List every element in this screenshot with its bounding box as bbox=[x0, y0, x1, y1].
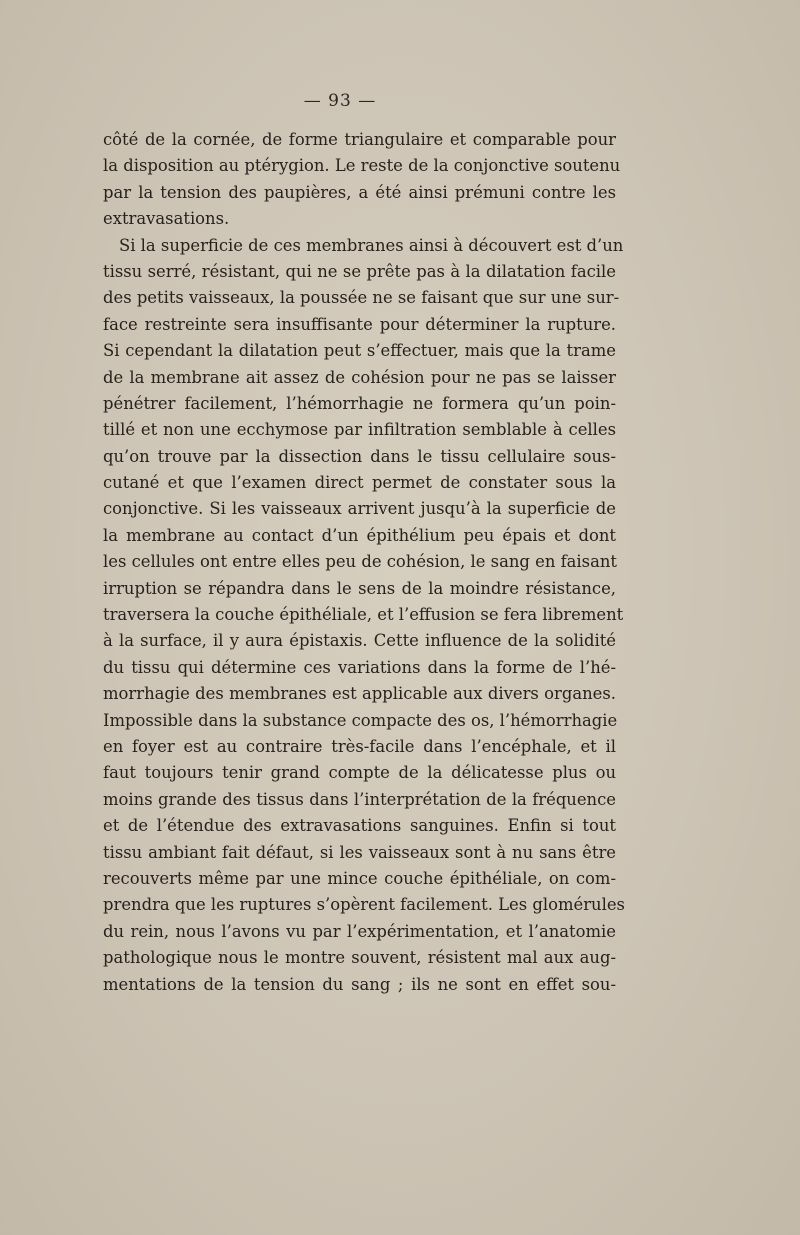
text-line: recouverts même par une mince couche épithéliale, on com- bbox=[103, 868, 616, 888]
text-line: prendra que les ruptures s’opèrent facilement. Les glomérules bbox=[103, 895, 625, 915]
body-text bbox=[103, 127, 625, 998]
text-line: des petits vaisseaux, la poussée ne se faisant que sur une sur- bbox=[103, 288, 620, 308]
page-number: — 93 — bbox=[303, 91, 377, 111]
text-line: morrhagie des membranes est applicable aux divers organes. bbox=[103, 684, 616, 704]
text-line: Si cependant la dilatation peut s’effectuer, mais que la trame bbox=[103, 341, 616, 361]
text-line: du tissu qui détermine ces variations dans la forme de l’hé- bbox=[103, 657, 616, 677]
text-line: par la tension des paupières, a été ainsi prémuni contre les bbox=[103, 182, 616, 202]
text-line: Si la superficie de ces membranes ainsi à découvert est d’un bbox=[119, 235, 624, 255]
text-line: tissu serré, résistant, qui ne se prête pas à la dilatation facile bbox=[103, 261, 616, 281]
text-line: extravasations. bbox=[103, 209, 230, 229]
text-line: côté de la cornée, de forme triangulaire et comparable pour bbox=[103, 130, 616, 149]
text-line: qu’on trouve par la dissection dans le tissu cellulaire sous- bbox=[103, 446, 616, 466]
text-line: cutané et que l’examen direct permet de constater sous la bbox=[103, 473, 616, 493]
text-line: faut toujours tenir grand compte de la délicatesse plus ou bbox=[103, 763, 616, 783]
text-line: tissu ambiant fait défaut, si les vaisseaux sont à nu sans être bbox=[103, 842, 616, 862]
text-line: et de l’étendue des extravasations sanguines. Enfin si tout bbox=[103, 816, 616, 836]
text-line: conjonctive. Si les vaisseaux arrivent jusqu’à la superficie de bbox=[103, 499, 616, 519]
text-line: à la surface, il y aura épistaxis. Cette influence de la solidité bbox=[103, 631, 616, 651]
text-line: la membrane au contact d’un épithélium peu épais et dont bbox=[103, 525, 616, 545]
text-line: moins grande des tissus dans l’interprétation de la fréquence bbox=[103, 789, 616, 809]
text-line: les cellules ont entre elles peu de cohésion, le sang en faisant bbox=[103, 552, 617, 572]
text-line: mentations de la tension du sang ; ils ne sont en effet sou- bbox=[103, 974, 616, 994]
text-line: irruption se répandra dans le sens de la moindre résistance, bbox=[103, 578, 616, 598]
text-line: du rein, nous l’avons vu par l’expérimentation, et l’anatomie bbox=[103, 921, 616, 941]
text-line: face restreinte sera insuffisante pour déterminer la rupture. bbox=[103, 314, 616, 334]
text-line: la disposition au ptérygion. Le reste de la conjonctive soutenu bbox=[103, 156, 621, 176]
text-line: traversera la couche épithéliale, et l’effusion se fera librement bbox=[103, 605, 624, 625]
text-line: pathologique nous le montre souvent, résistent mal aux aug- bbox=[103, 948, 616, 968]
text-line: tillé et non une ecchymose par infiltration semblable à celles bbox=[103, 420, 616, 440]
text-line: pénétrer facilement, l’hémorrhagie ne formera qu’un poin- bbox=[103, 393, 616, 413]
text-line: en foyer est au contraire très-facile dans l’encéphale, et il bbox=[103, 736, 616, 756]
text-line: de la membrane ait assez de cohésion pour ne pas se laisser bbox=[103, 367, 616, 387]
text-line: Impossible dans la substance compacte des os, l’hémorrhagie bbox=[103, 710, 618, 730]
